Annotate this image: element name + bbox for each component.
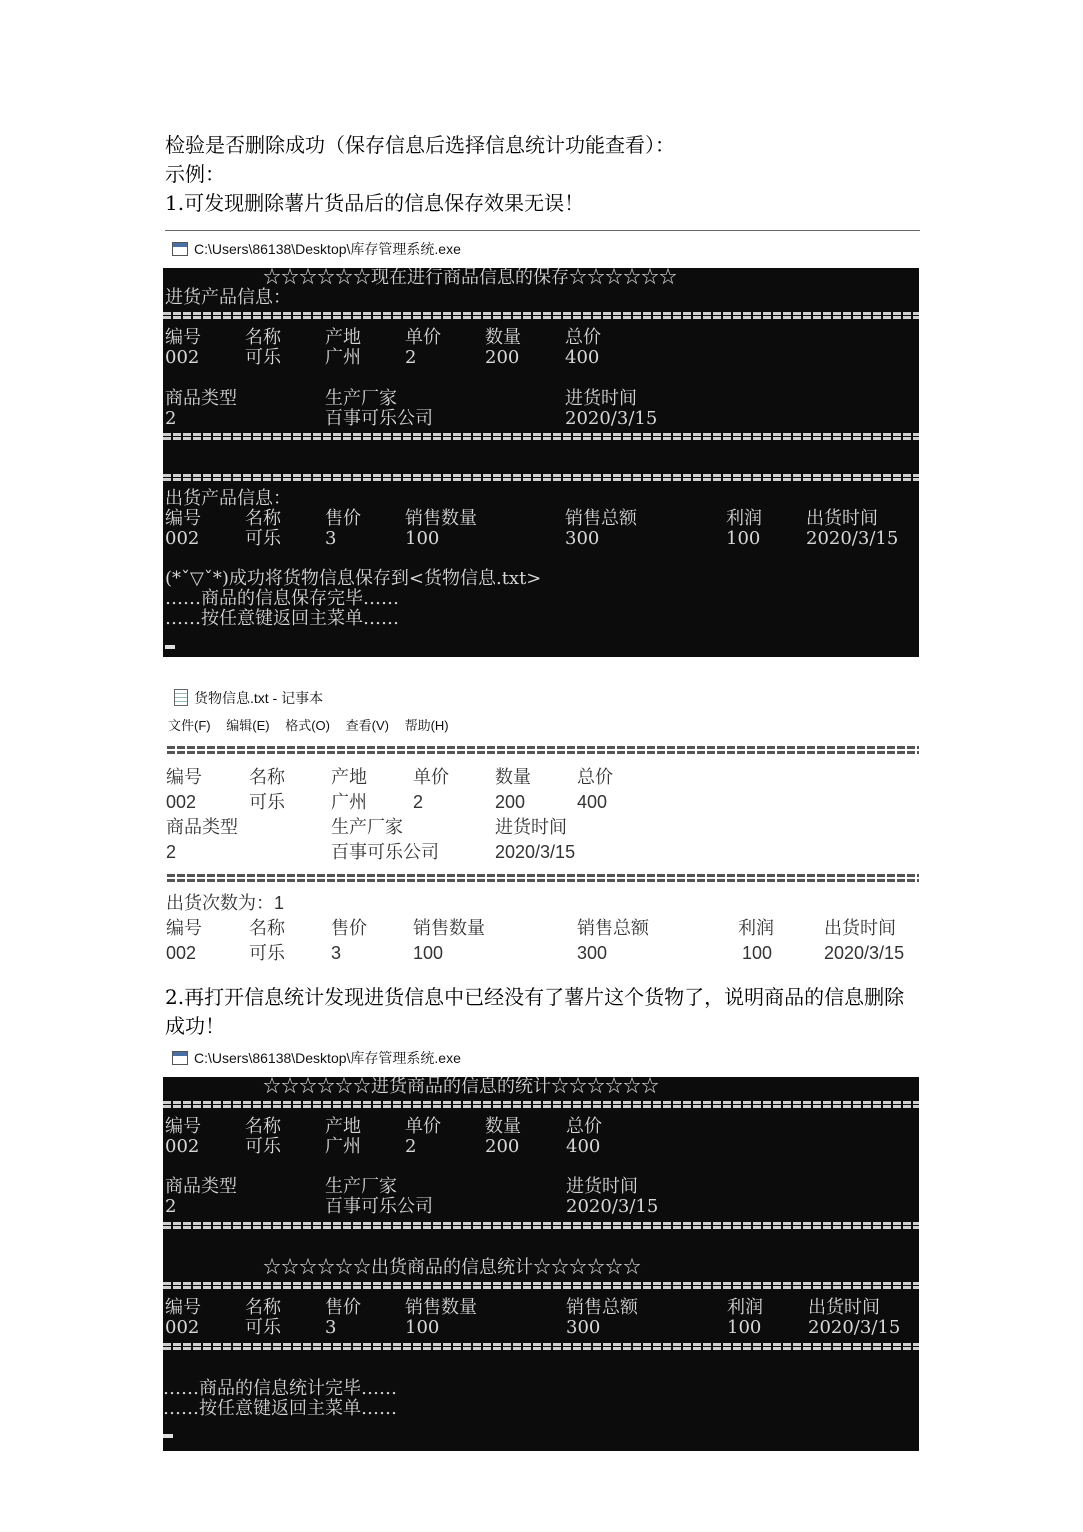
- in-header-name: 名称: [245, 327, 281, 348]
- out-cell: 300: [566, 1317, 601, 1338]
- notepad-title: 货物信息.txt - 记事本: [194, 690, 324, 706]
- notepad-menubar: [168, 716, 461, 736]
- np-out-header: 名称: [249, 918, 285, 938]
- paragraph-2: 2.再打开信息统计发现进货信息中已经没有了薯片这个货物了，说明商品的信息删除成功！: [165, 985, 905, 1038]
- console-2-window: [163, 1077, 919, 1451]
- np-in-header: 编号: [166, 767, 202, 787]
- console-app-icon: [172, 242, 188, 256]
- np-out-header: 出货时间: [824, 918, 896, 938]
- menu-edit[interactable]: 编辑(E): [226, 718, 270, 733]
- extra-header-date: 进货时间: [565, 388, 637, 409]
- separator: [163, 1222, 919, 1229]
- np-in-header: 名称: [249, 767, 285, 787]
- np-in-cell: 可乐: [249, 792, 285, 812]
- in-cell: 2: [405, 1136, 417, 1157]
- np-out-cell: 002: [166, 943, 197, 963]
- in-cell: 2: [405, 347, 417, 368]
- out-cell: 可乐: [245, 1317, 281, 1338]
- notepad-titlebar[interactable]: [174, 687, 323, 709]
- np-out-header: 销售数量: [413, 918, 485, 938]
- in-header: 编号: [165, 1116, 201, 1137]
- in-cell: 广州: [325, 347, 361, 368]
- np-extra-header: 商品类型: [166, 817, 238, 837]
- np-out-cell: 300: [577, 943, 608, 963]
- np-out-cell: 100: [742, 943, 773, 963]
- console-1-out-label: 出货产品信息：: [165, 488, 291, 509]
- text-cursor: [165, 645, 175, 649]
- extra-header: 商品类型: [165, 1176, 237, 1197]
- in-header-id: 编号: [165, 327, 201, 348]
- out-header: 出货时间: [808, 1297, 880, 1318]
- in-header: 总价: [566, 1116, 602, 1137]
- in-cell: 200: [485, 1136, 520, 1157]
- extra-cell: 2: [165, 408, 177, 429]
- separator: [163, 1282, 919, 1289]
- in-cell: 400: [565, 347, 600, 368]
- out-header: 编号: [165, 1297, 201, 1318]
- out-cell: 100: [405, 528, 440, 549]
- extra-header-maker: 生产厂家: [325, 388, 397, 409]
- out-cell: 002: [165, 528, 200, 549]
- np-in-cell: 400: [577, 792, 608, 812]
- out-header: 销售数量: [405, 1297, 477, 1318]
- out-cell: 2020/3/15: [806, 528, 899, 549]
- out-header: 销售总额: [566, 1297, 638, 1318]
- np-in-header: 总价: [577, 767, 613, 787]
- in-cell: 可乐: [245, 347, 281, 368]
- np-extra-cell: 2: [166, 842, 177, 862]
- np-in-header: 单价: [413, 767, 449, 787]
- out-cell: 002: [165, 1317, 200, 1338]
- np-in-cell: 2: [413, 792, 424, 812]
- out-cell: 300: [565, 528, 600, 549]
- out-header: 销售数量: [405, 508, 477, 529]
- menu-file[interactable]: 文件(F): [168, 718, 211, 733]
- extra-cell: 2: [165, 1196, 177, 1217]
- extra-cell: 2020/3/15: [565, 408, 658, 429]
- out-cell: 100: [727, 1317, 762, 1338]
- out-cell: 3: [325, 528, 337, 549]
- done-message: ……商品的信息统计完毕……: [163, 1378, 397, 1399]
- extra-header-type: 商品类型: [165, 388, 237, 409]
- text-cursor: [163, 1434, 173, 1438]
- intro-line-1: 检验是否删除成功（保存信息后选择信息统计功能查看）：: [165, 133, 675, 157]
- np-out-cell: 100: [413, 943, 444, 963]
- separator: [167, 746, 919, 754]
- out-header: 编号: [165, 508, 201, 529]
- in-cell: 广州: [325, 1136, 361, 1157]
- in-header-qty: 数量: [485, 327, 521, 348]
- in-cell: 400: [566, 1136, 601, 1157]
- np-out-header: 编号: [166, 918, 202, 938]
- out-header: 销售总额: [565, 508, 637, 529]
- separator: [163, 433, 919, 440]
- separator: [163, 1101, 919, 1108]
- return-message: ……按任意键返回主菜单……: [165, 608, 399, 629]
- console-2-header-out: ☆☆☆☆☆☆出货商品的信息统计☆☆☆☆☆☆: [263, 1257, 641, 1278]
- out-header: 名称: [245, 1297, 281, 1318]
- np-extra-cell: 百事可乐公司: [331, 842, 439, 862]
- np-in-header: 产地: [331, 767, 367, 787]
- np-out-cell: 3: [331, 943, 342, 963]
- console-1-title: C:\Users\86138\Desktop\库存管理系统.exe: [194, 241, 461, 257]
- console-1-titlebar[interactable]: [172, 238, 461, 260]
- extra-header: 生产厂家: [325, 1176, 397, 1197]
- intro-line-3: 1.可发现删除薯片货品后的信息保存效果无误！: [165, 191, 585, 215]
- out-cell: 100: [405, 1317, 440, 1338]
- out-cell: 100: [726, 528, 761, 549]
- np-out-count: 出货次数为：1: [166, 893, 285, 913]
- np-out-header: 售价: [331, 918, 367, 938]
- np-in-header: 数量: [495, 767, 531, 787]
- extra-cell: 百事可乐公司: [325, 408, 433, 429]
- out-header: 售价: [325, 508, 361, 529]
- in-header-total: 总价: [565, 327, 601, 348]
- in-header: 单价: [405, 1116, 441, 1137]
- done-message: ……商品的信息保存完毕……: [165, 588, 399, 609]
- menu-format[interactable]: 格式(O): [285, 718, 330, 733]
- separator: [167, 874, 919, 882]
- out-header: 利润: [726, 508, 762, 529]
- separator: [163, 474, 919, 481]
- menu-view[interactable]: 查看(V): [345, 718, 389, 733]
- success-message: (*ˇ▽ˇ*)成功将货物信息保存到<货物信息.txt>: [165, 568, 542, 589]
- out-header: 出货时间: [806, 508, 878, 529]
- out-header: 利润: [727, 1297, 763, 1318]
- notepad-icon: [174, 689, 188, 706]
- out-cell: 2020/3/15: [808, 1317, 901, 1338]
- in-header-origin: 产地: [325, 327, 361, 348]
- divider: [165, 230, 920, 231]
- console-1-in-label: 进货产品信息：: [165, 287, 291, 308]
- out-cell: 3: [325, 1317, 337, 1338]
- out-cell: 可乐: [245, 528, 281, 549]
- np-extra-header: 生产厂家: [331, 817, 403, 837]
- np-in-cell: 200: [495, 792, 526, 812]
- intro-line-2: 示例：: [165, 162, 225, 186]
- np-extra-cell: 2020/3/15: [495, 842, 576, 862]
- console-2-title: C:\Users\86138\Desktop\库存管理系统.exe: [194, 1050, 461, 1066]
- extra-cell: 2020/3/15: [566, 1196, 659, 1217]
- in-cell: 002: [165, 1136, 200, 1157]
- np-out-header: 销售总额: [577, 918, 649, 938]
- in-cell: 002: [165, 347, 200, 368]
- separator: [163, 1343, 919, 1350]
- separator: [163, 312, 919, 319]
- in-header-price: 单价: [405, 327, 441, 348]
- console-app-icon: [172, 1051, 188, 1065]
- menu-help[interactable]: 帮助(H): [404, 718, 449, 733]
- in-header: 产地: [325, 1116, 361, 1137]
- out-header: 售价: [325, 1297, 361, 1318]
- in-cell: 200: [485, 347, 520, 368]
- console-1-window: [163, 268, 919, 657]
- np-out-cell: 可乐: [249, 943, 285, 963]
- np-in-cell: 广州: [331, 792, 367, 812]
- np-out-header: 利润: [738, 918, 774, 938]
- in-cell: 可乐: [245, 1136, 281, 1157]
- console-2-titlebar[interactable]: [172, 1047, 461, 1069]
- in-header: 名称: [245, 1116, 281, 1137]
- extra-cell: 百事可乐公司: [325, 1196, 433, 1217]
- np-in-cell: 002: [166, 792, 197, 812]
- out-header: 名称: [245, 508, 281, 529]
- extra-header: 进货时间: [566, 1176, 638, 1197]
- in-header: 数量: [485, 1116, 521, 1137]
- console-1-header: ☆☆☆☆☆☆现在进行商品信息的保存☆☆☆☆☆☆: [263, 268, 677, 288]
- np-out-cell: 2020/3/15: [824, 943, 905, 963]
- np-extra-header: 进货时间: [495, 817, 567, 837]
- console-2-header-in: ☆☆☆☆☆☆进货商品的信息的统计☆☆☆☆☆☆: [263, 1077, 659, 1097]
- return-message: ……按任意键返回主菜单……: [163, 1398, 397, 1419]
